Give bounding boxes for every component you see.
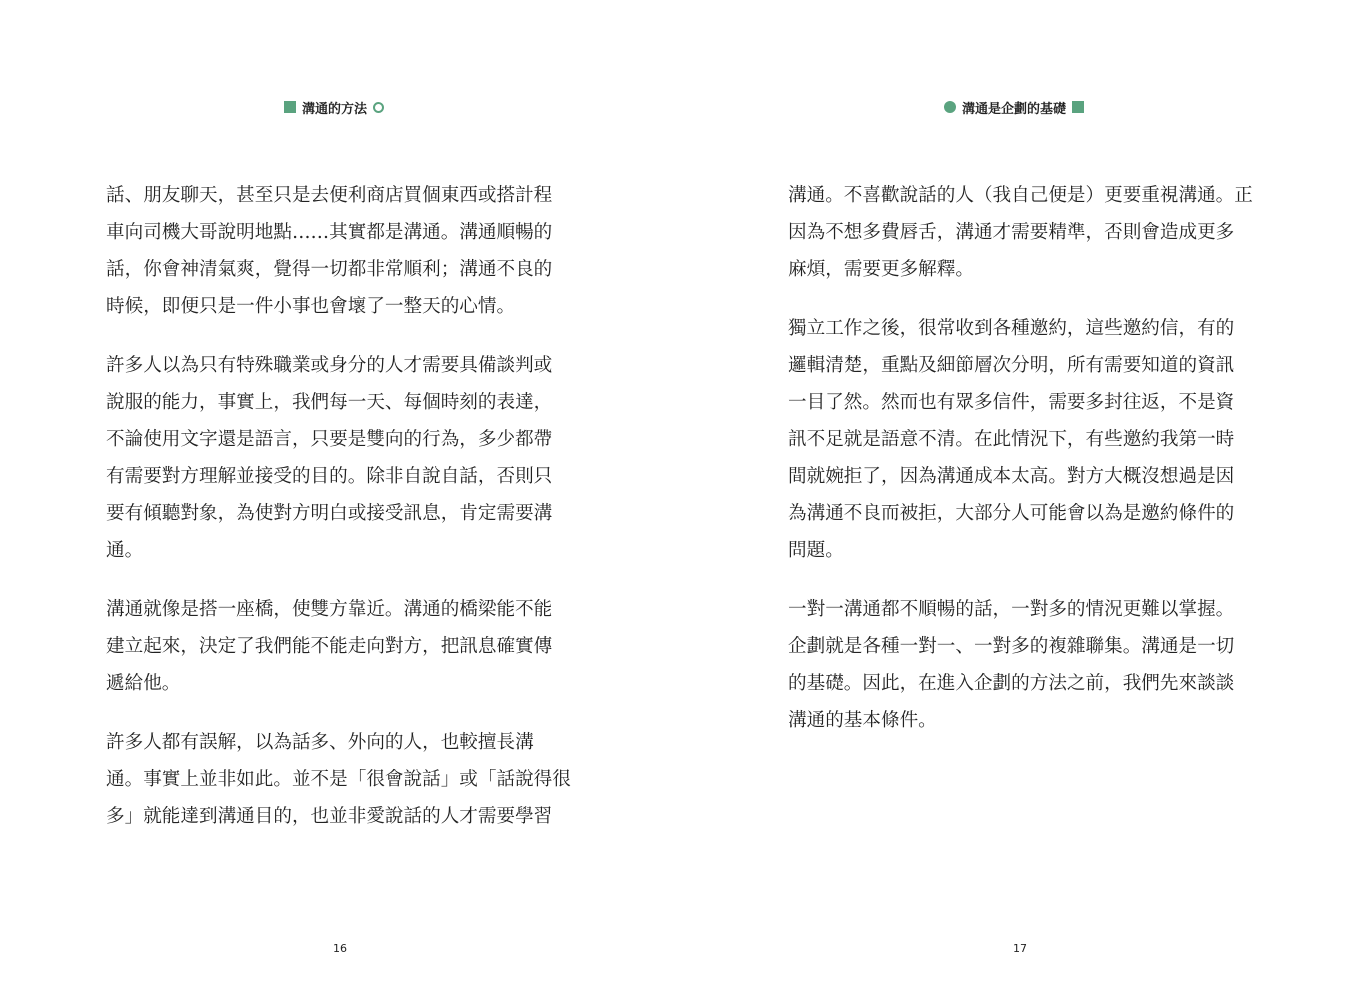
text-line: 通。 xyxy=(106,540,144,561)
text-line: 說服的能力，事實上，我們每一天、每個時刻的表達， xyxy=(106,392,553,413)
running-head-right xyxy=(944,97,1084,117)
text-line: 麻煩，需要更多解釋。 xyxy=(788,259,974,280)
right-page xyxy=(680,0,1361,1000)
text-line: 企劃就是各種一對一、一對多的複雜聯集。溝通是一切 xyxy=(788,636,1235,657)
text-line: 遞給他。 xyxy=(106,673,181,694)
text-line: 有需要對方理解並接受的目的。除非自說自話，否則只 xyxy=(106,466,553,487)
running-head-title: 溝通的方法 xyxy=(302,101,368,117)
running-head-left xyxy=(284,97,384,117)
dot-marker-icon xyxy=(944,101,956,113)
running-head-title: 溝通是企劃的基礎 xyxy=(962,101,1067,117)
text-line: 話，你會神清氣爽，覺得一切都非常順利；溝通不良的 xyxy=(106,259,553,280)
text-line: 溝通。不喜歡說話的人（我自己便是）更要重視溝通。正 xyxy=(788,185,1253,206)
text-line: 邏輯清楚，重點及細節層次分明，所有需要知道的資訊 xyxy=(788,355,1235,376)
text-line: 因為不想多費唇舌，溝通才需要精準，否則會造成更多 xyxy=(788,222,1235,243)
text-line: 要有傾聽對象，為使對方明白或接受訊息，肯定需要溝 xyxy=(106,503,553,524)
text-line: 車向司機大哥說明地點……其實都是溝通。溝通順暢的 xyxy=(106,222,553,243)
text-line: 一目了然。然而也有眾多信件，需要多封往返，不是資 xyxy=(788,392,1235,413)
text-line: 溝通就像是搭一座橋，使雙方靠近。溝通的橋梁能不能 xyxy=(106,599,553,620)
text-line: 不論使用文字還是語言，只要是雙向的行為，多少都帶 xyxy=(106,429,553,450)
text-line: 話、朋友聊天，甚至只是去便利商店買個東西或搭計程 xyxy=(106,185,553,206)
text-line: 的基礎。因此，在進入企劃的方法之前，我們先來談談 xyxy=(788,673,1235,694)
text-line: 多」就能達到溝通目的，也並非愛說話的人才需要學習 xyxy=(106,806,553,827)
text-line: 問題。 xyxy=(788,540,844,561)
paragraph xyxy=(788,310,1258,569)
text-line: 獨立工作之後，很常收到各種邀約，這些邀約信，有的 xyxy=(788,318,1235,339)
text-line: 一對一溝通都不順暢的話，一對多的情況更難以掌握。 xyxy=(788,599,1235,620)
paragraph xyxy=(106,177,576,325)
text-line: 間就婉拒了，因為溝通成本太高。對方大概沒想過是因 xyxy=(788,466,1235,487)
paragraph xyxy=(788,591,1258,739)
text-line: 訊不足就是語意不清。在此情況下，有些邀約我第一時 xyxy=(788,429,1235,450)
square-marker-icon xyxy=(284,101,296,113)
square-marker-icon xyxy=(1072,101,1084,113)
text-line: 許多人都有誤解，以為話多、外向的人，也較擅長溝 xyxy=(106,732,534,753)
ring-marker-icon xyxy=(373,102,384,113)
page-number: 17 xyxy=(1013,942,1027,955)
paragraph xyxy=(788,177,1258,288)
page-number: 16 xyxy=(333,942,347,955)
text-line: 時候，即便只是一件小事也會壞了一整天的心情。 xyxy=(106,296,516,317)
text-line: 建立起來，決定了我們能不能走向對方，把訊息確實傳 xyxy=(106,636,553,657)
left-page xyxy=(0,0,680,1000)
text-line: 通。事實上並非如此。並不是「很會說話」或「話說得很 xyxy=(106,769,571,790)
text-line: 為溝通不良而被拒，大部分人可能會以為是邀約條件的 xyxy=(788,503,1235,524)
paragraph xyxy=(106,591,576,702)
text-line: 溝通的基本條件。 xyxy=(788,710,937,731)
body-text-left xyxy=(106,177,576,857)
body-text-right xyxy=(788,177,1258,761)
paragraph xyxy=(106,347,576,569)
text-line: 許多人以為只有特殊職業或身分的人才需要具備談判或 xyxy=(106,355,553,376)
paragraph xyxy=(106,724,576,835)
